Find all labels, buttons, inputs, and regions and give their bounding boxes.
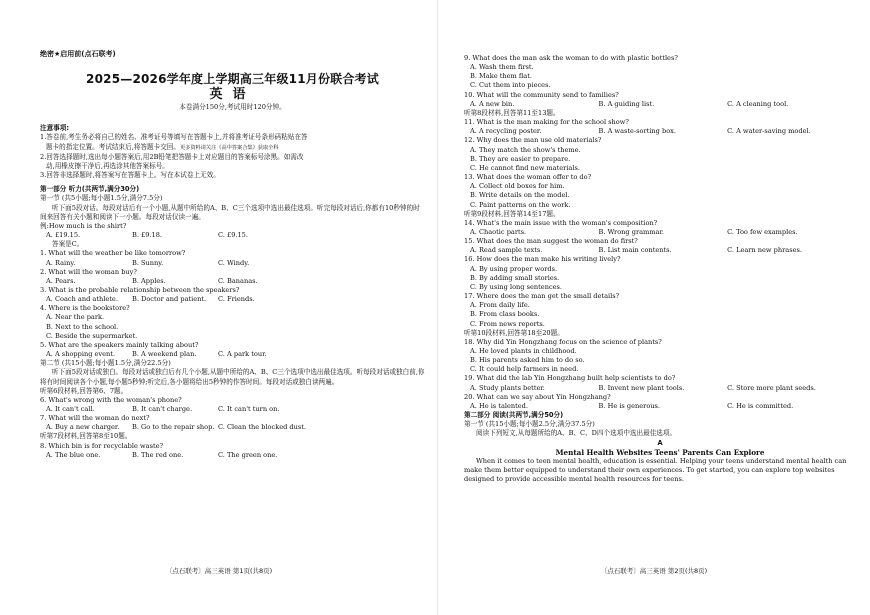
option: B. Invent new plant tools. bbox=[598, 383, 685, 392]
material-9-label: 听第9段材料,回答第14至17题。 bbox=[464, 209, 560, 218]
question-17: 17. Where does the man get the small details? bbox=[464, 292, 620, 301]
option: C. Paint patterns on the work. bbox=[470, 200, 571, 209]
confidential-label: 绝密★启用前(点石联考) bbox=[40, 50, 116, 58]
note-line: 动,用橡皮擦干净后,再选涂其他答案标号。 bbox=[46, 161, 169, 170]
option: C. It could help farmers in need. bbox=[470, 365, 579, 374]
option: B. Next to the school. bbox=[46, 322, 119, 331]
option: C. The green one. bbox=[218, 450, 278, 459]
option: C. Cut them into pieces. bbox=[470, 81, 551, 90]
material-6-label: 听第6段材料,回答第6、7题。 bbox=[40, 386, 128, 395]
option: B. £9.18. bbox=[132, 231, 163, 240]
option: C. He cannot find new materials. bbox=[470, 163, 580, 172]
option: B. Sunny. bbox=[132, 258, 164, 267]
note-line: 1.答卷前,考生务必将自己的姓名、准考证号等填写在答题卡上,并将准考证号条形码粘贴在答 bbox=[40, 133, 308, 142]
option: A. Coach and athlete. bbox=[46, 295, 118, 304]
question-4: 4. Where is the bookstore? bbox=[40, 304, 130, 313]
option: B. A guiding list. bbox=[598, 99, 655, 108]
question-8-options bbox=[40, 451, 425, 460]
note-line: 2.回答选择题时,选出每小题答案后,用2B铅笔把答题卡上对应题目的答案标号涂黑。如需改 bbox=[40, 152, 304, 161]
option: B. By adding small stories. bbox=[470, 273, 560, 282]
example-answer: 答案是C。 bbox=[52, 240, 84, 249]
question-1: 1. What will the weather be like tomorrow? bbox=[40, 249, 186, 258]
material-8-label: 听第8段材料,回答第11至13题。 bbox=[464, 108, 560, 117]
question-3-options bbox=[40, 295, 425, 304]
option: A. He is talented. bbox=[470, 401, 528, 410]
option: A. Wash them first. bbox=[470, 63, 534, 72]
question-5-options bbox=[40, 350, 425, 359]
example-options bbox=[40, 231, 425, 240]
reading-directions: 阅读下列短文,从每题所给的A、B、C、D四个选项中选出最佳选项。 bbox=[476, 429, 677, 438]
option: B. It can't charge. bbox=[132, 405, 193, 413]
section-2-title: 第二节 (共15小题;每小题1.5分,满分22.5分) bbox=[40, 359, 171, 368]
option: B. Apples. bbox=[132, 276, 166, 285]
question-11: 11. What is the man making for the school show? bbox=[464, 118, 629, 127]
question-10: 10. What will the community send to families? bbox=[464, 90, 619, 99]
question-20-options bbox=[464, 402, 856, 411]
option: C. He is committed. bbox=[727, 401, 794, 410]
option: C. From news reports. bbox=[470, 319, 545, 328]
option: C. A cleaning tool. bbox=[727, 99, 789, 108]
notes-watermark: 更多资料请关注《高中答案合集》获取全科 bbox=[179, 144, 279, 151]
passage-label: A bbox=[657, 438, 663, 447]
option: C. Friends. bbox=[218, 295, 255, 304]
option: B. His parents asked him to do so. bbox=[470, 356, 585, 365]
option: B. List main contents. bbox=[598, 246, 672, 255]
question-6-options bbox=[40, 405, 425, 414]
option: A. It can't call. bbox=[46, 405, 95, 413]
option: B. Wrong grammar. bbox=[598, 227, 664, 236]
section-1-directions: 听下面5段对话。每段对话后有一个小题,从题中所给的A、B、C三个选项中选出最佳选项。听完每段对话后,你都有10秒钟的时间来回答有关小题和阅读下一小题。每段对话仅读一遍。 bbox=[40, 203, 420, 221]
page-1-content bbox=[40, 50, 425, 460]
exam-title: 2025—2026学年度上学期高三年级11月份联合考试 bbox=[86, 72, 379, 87]
question-7-options bbox=[40, 423, 425, 432]
part-1-title: 第一部分 听力(共两节,满分30分) bbox=[40, 185, 140, 194]
option: B. Write details on the model. bbox=[470, 191, 570, 200]
question-16: 16. How does the man make his writing lively? bbox=[464, 255, 621, 264]
section-1-title: 第一节 (共5小题;每小题1.5分,满分7.5分) bbox=[40, 194, 163, 203]
passage-text: When it comes to teen mental health, education is essential. Helping your teens understand mental health can make them better equipped to understand their own experiences. To get started, you can explore top websites designed to provide accessible mental health resources for teens. bbox=[464, 456, 847, 484]
option: B. They are easier to prepare. bbox=[470, 154, 571, 163]
option: C. It can't turn on. bbox=[218, 405, 280, 413]
option: B. A weekend plan. bbox=[132, 350, 197, 359]
material-7-label: 听第7段材料,回答第8至10题。 bbox=[40, 432, 132, 441]
option: C. Beside the supermarket. bbox=[46, 331, 138, 340]
option: C. Clean the blocked dust. bbox=[218, 423, 307, 432]
notes-title: 注意事项: bbox=[40, 124, 70, 133]
question-10-options bbox=[464, 100, 856, 109]
question-6: 6. What's wrong with the woman's phone? bbox=[40, 395, 182, 404]
option: A. Chaotic parts. bbox=[470, 227, 527, 236]
option: C. Bananas. bbox=[218, 276, 258, 285]
option: A. Read sample texts. bbox=[470, 246, 543, 255]
question-15: 15. What does the man suggest the woman do first? bbox=[464, 237, 638, 246]
question-3: 3. What is the probable relationship between the speakers? bbox=[40, 285, 240, 294]
question-8: 8. Which bin is for recyclable waste? bbox=[40, 441, 164, 450]
score-info: 本卷满分150分,考试用时120分钟。 bbox=[179, 103, 286, 112]
option: B. The red one. bbox=[132, 450, 184, 459]
question-14-options bbox=[464, 228, 856, 237]
option: A. From daily life. bbox=[470, 301, 530, 310]
option: A. £19.15. bbox=[46, 231, 81, 240]
subject-title: 英语 bbox=[209, 87, 256, 103]
question-12: 12. Why does the man use old materials? bbox=[464, 136, 602, 145]
option: A. A recycling poster. bbox=[470, 127, 542, 136]
question-18: 18. Why did Yin Hongzhang focus on the science of plants? bbox=[464, 337, 662, 346]
option: A. Collect old boxes for him. bbox=[470, 182, 565, 191]
page-2-content bbox=[464, 54, 856, 484]
example-question: 例:How much is the shirt? bbox=[40, 221, 127, 230]
option: C. £9.15. bbox=[218, 231, 248, 240]
option: C. Windy. bbox=[218, 258, 250, 267]
option: B. Make them flat. bbox=[470, 72, 532, 81]
option: C. By using long sentences. bbox=[470, 282, 563, 291]
option: A. He loved plants in childhood. bbox=[470, 347, 577, 355]
question-11-options bbox=[464, 127, 856, 136]
option: C. Learn new phrases. bbox=[727, 246, 802, 255]
option: A. Study plants better. bbox=[470, 383, 545, 392]
option: C. Too few examples. bbox=[727, 227, 798, 236]
question-20: 20. What can we say about Yin Hongzhang? bbox=[464, 392, 611, 401]
question-14: 14. What's the main issue with the woman's composition? bbox=[464, 218, 658, 227]
option: B. From class books. bbox=[470, 310, 540, 319]
question-5: 5. What are the speakers mainly talking about? bbox=[40, 340, 199, 349]
note-text: 题卡的指定位置。考试结束后,将答题卡交回。 bbox=[46, 142, 180, 151]
option: B. Doctor and patient. bbox=[132, 295, 207, 304]
question-9: 9. What does the man ask the woman to do with plastic bottles? bbox=[464, 54, 678, 62]
question-2-options bbox=[40, 277, 425, 286]
section-2-directions: 听下面5段对话或独白。每段对话或独白后有几个小题,从题中所给的A、B、C三个选项中选出最佳选项。听每段对话或独白前,你将有时间阅读各个小题,每小题5秒钟;听完后,各小题将给出5秒钟的作答时间。每段对话或独白读两遍。 bbox=[40, 368, 425, 386]
material-10-label: 听第10段材料,回答第18至20题。 bbox=[464, 328, 564, 337]
question-13: 13. What does the woman offer to do? bbox=[464, 173, 592, 182]
page-2-footer: 〔点石联考〕高三英语 第2页(共8页) bbox=[600, 567, 708, 575]
option: B. Go to the repair shop. bbox=[132, 423, 215, 432]
question-19-options bbox=[464, 384, 856, 393]
question-7: 7. What will the woman do next? bbox=[40, 414, 150, 423]
option: C. A park tour. bbox=[218, 350, 267, 359]
question-19: 19. What did the lab Yin Hongzhang built help scientists to do? bbox=[464, 374, 676, 383]
note-line: 3.回答非选择题时,将答案写在答题卡上。写在本试卷上无效。 bbox=[40, 171, 220, 180]
passage-title: Mental Health Websites Teens' Parents Can Explore bbox=[555, 447, 765, 457]
option: A. Rainy. bbox=[46, 258, 76, 267]
question-15-options bbox=[464, 246, 856, 255]
question-2: 2. What will the woman buy? bbox=[40, 267, 137, 276]
question-1-options bbox=[40, 259, 425, 268]
option: A. They match the show's theme. bbox=[470, 145, 581, 154]
option: A. A new bin. bbox=[470, 99, 515, 108]
part-2-title: 第二部分 阅读(共两节,满分50分) bbox=[464, 411, 564, 420]
option: C. A water-saving model. bbox=[727, 127, 811, 136]
option: A. Near the park. bbox=[46, 313, 105, 322]
option: A. The blue one. bbox=[46, 450, 101, 459]
option: A. Pears. bbox=[46, 276, 76, 285]
exam-page-2 bbox=[438, 0, 870, 615]
option: A. A shopping event. bbox=[46, 350, 116, 359]
option: A. Buy a new charger. bbox=[46, 423, 120, 432]
option: B. A waste-sorting box. bbox=[598, 127, 676, 136]
option: B. He is generous. bbox=[598, 401, 661, 410]
option: A. By using proper words. bbox=[470, 264, 558, 273]
option: C. Store more plant seeds. bbox=[727, 383, 816, 392]
reading-section-1-title: 第一节 (共15小题;每小题2.5分,满分37.5分) bbox=[464, 420, 595, 429]
note-line bbox=[40, 143, 425, 153]
page-1-footer: 〔点石联考〕高三英语 第1页(共8页) bbox=[165, 567, 273, 575]
